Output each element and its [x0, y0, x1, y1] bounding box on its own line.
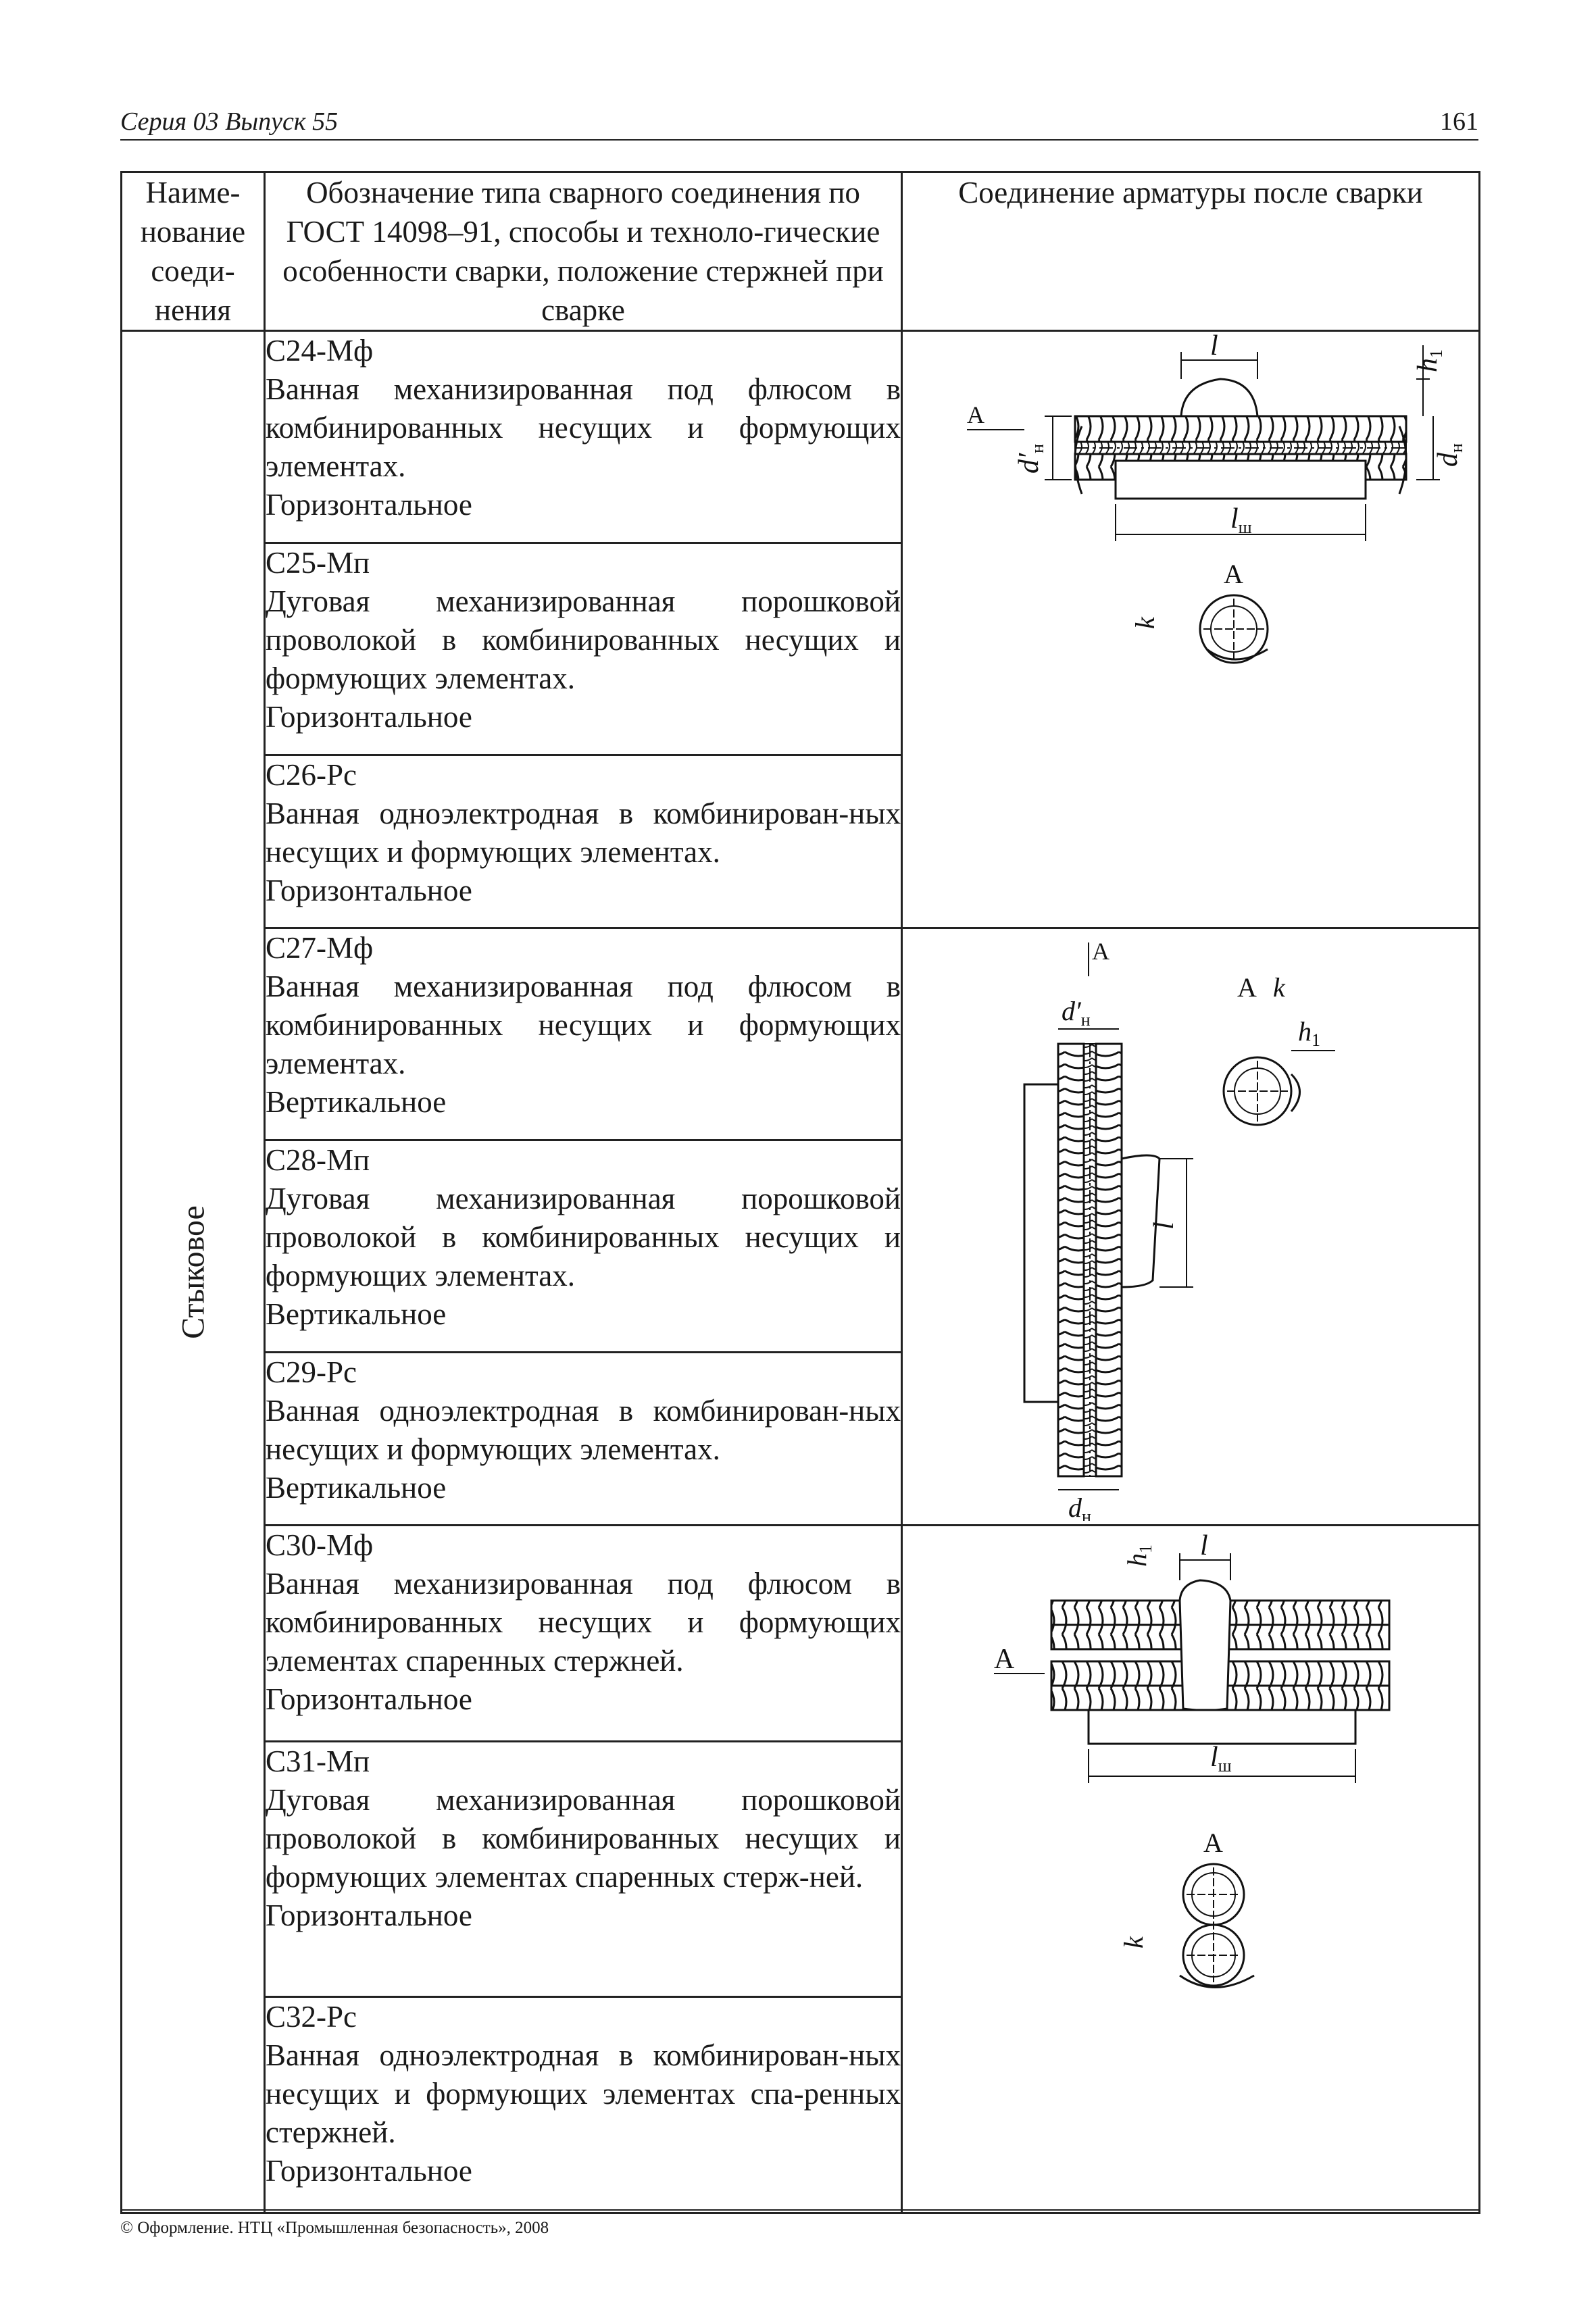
row-position: Горизонтальное	[266, 1898, 472, 1932]
joint-type-label: Стыковое	[175, 1205, 211, 1339]
dim-k: k	[1118, 1936, 1149, 1948]
row-c28	[265, 1140, 902, 1352]
dim-h1: h1	[1412, 349, 1446, 372]
row-position: Вертикальное	[266, 1085, 447, 1119]
dim-subscript: 1	[1426, 349, 1446, 358]
dim-l: l	[1149, 1222, 1180, 1230]
dim-ls: lш	[1230, 503, 1252, 537]
row-desc: Ванная механизированная под флюсом в комбинированных несущих и формующих элементах спаренных стержней.	[266, 1567, 901, 1678]
row-desc: Дуговая механизированная порошковой проволокой в комбинированных несущих и формующих элементах.	[266, 584, 901, 695]
row-c25	[265, 543, 902, 755]
weld-figure-paired	[903, 1526, 1480, 2209]
figure-cell-3	[902, 1526, 1480, 2213]
dim-subscript: ш	[1218, 1756, 1232, 1776]
dim-ls: lш	[1210, 1742, 1232, 1776]
figure-cell-2	[902, 928, 1480, 1526]
dim-subscript: ш	[1238, 518, 1252, 537]
table-row	[122, 928, 1480, 1140]
dim-h1: $h_1$	[1122, 1544, 1155, 1567]
welding-table	[120, 171, 1480, 2214]
section-marker-a: А	[967, 401, 984, 428]
column-header-joint: Соединение арматуры после сварки	[902, 172, 1480, 331]
copyright-text: © Оформление. НТЦ «Промышленная безопасность», 2008	[120, 2219, 549, 2237]
row-c32	[265, 1997, 902, 2213]
row-desc: Ванная механизированная под флюсом в комбинированных несущих и формующих элементах.	[266, 372, 901, 483]
row-position: Вертикальное	[266, 1470, 447, 1505]
joint-type-cell	[122, 331, 265, 2213]
weld-figure-horizontal	[903, 332, 1480, 924]
dim-l: l	[1200, 1530, 1208, 1561]
row-code: С30-Мф	[266, 1528, 374, 1562]
row-position: Горизонтальное	[266, 2154, 472, 2188]
dim-dn-prime: $d'_н$	[1062, 996, 1091, 1030]
row-desc: Ванная механизированная под флюсом в комбинированных несущих и формующих элементах.	[266, 970, 901, 1080]
row-desc: Ванная одноэлектродная в комбинирован-ных несущих и формующих элементах спа-ренных стержней.	[266, 2038, 901, 2150]
row-code: С27-Мф	[266, 931, 374, 965]
dim-h1: $h_1$	[1298, 1016, 1320, 1050]
page-header	[120, 101, 1478, 141]
page-number: 161	[1440, 107, 1478, 136]
row-c31	[265, 1741, 902, 1996]
table-header-row	[122, 172, 1480, 331]
row-c26	[265, 755, 902, 928]
dim-l: l	[1210, 332, 1218, 361]
dim-dn: $d_н$	[1068, 1492, 1091, 1521]
row-desc: Ванная одноэлектродная в комбинирован-ных несущих и формующих элементах.	[266, 1393, 901, 1466]
row-c27	[265, 928, 902, 1140]
dim-subscript: 1	[1312, 1030, 1320, 1050]
section-a-title: А	[1237, 972, 1257, 1003]
page-footer	[120, 2209, 1478, 2238]
row-desc: Дуговая механизированная порошковой проволокой в комбинированных несущих и формующих элементах.	[266, 1181, 901, 1292]
table-row	[122, 1526, 1480, 1742]
table-row	[122, 331, 1480, 543]
row-position: Вертикальное	[266, 1297, 447, 1331]
figure-cell-1	[902, 331, 1480, 928]
dim-dn: dн	[1432, 443, 1466, 467]
dim-subscript: 1	[1136, 1544, 1155, 1553]
row-desc: Дуговая механизированная порошковой проволокой в комбинированных несущих и формующих элементах спаренных стерж-ней.	[266, 1782, 901, 1894]
row-position: Горизонтальное	[266, 699, 472, 734]
dim-dn-prime: d′н	[1014, 443, 1047, 474]
row-c24	[265, 331, 902, 543]
row-c30	[265, 1526, 902, 1742]
row-code: С25-Мп	[266, 545, 370, 580]
row-position: Горизонтальное	[266, 1682, 472, 1716]
weld-figure-vertical	[903, 929, 1480, 1521]
dim-k: k	[1273, 972, 1285, 1003]
row-code: С26-Рс	[266, 757, 357, 792]
column-header-name: Наиме-нование соеди-нения	[122, 172, 265, 331]
section-a-title: А	[1203, 1828, 1223, 1858]
dim-subscript: н	[1080, 1010, 1091, 1030]
row-position: Горизонтальное	[266, 873, 472, 907]
section-marker-a: А	[1092, 938, 1109, 965]
series-title: Серия 03 Выпуск 55	[120, 107, 339, 136]
row-code: С32-Рс	[266, 2000, 357, 2034]
row-desc: Ванная одноэлектродная в комбинирован-ных несущих и формующих элементах.	[266, 796, 901, 869]
row-code: С31-Мп	[266, 1744, 370, 1778]
section-a-title: А	[1224, 559, 1243, 589]
dim-k: k	[1130, 617, 1160, 629]
row-code: С29-Рс	[266, 1355, 357, 1389]
dim-subscript: н	[1447, 443, 1466, 453]
row-code: С28-Мп	[266, 1142, 370, 1177]
row-c29	[265, 1352, 902, 1525]
dim-subscript: н	[1082, 1507, 1091, 1521]
section-marker-a: А	[994, 1644, 1015, 1675]
dim-subscript: н	[1028, 443, 1047, 453]
column-header-designation: Обозначение типа сварного соединения по ГОСТ 14098–91, способы и техноло-гические особенности сварки, положение стержней при сварке	[265, 172, 902, 331]
row-position: Горизонтальное	[266, 488, 472, 522]
row-code: С24-Мф	[266, 334, 374, 368]
